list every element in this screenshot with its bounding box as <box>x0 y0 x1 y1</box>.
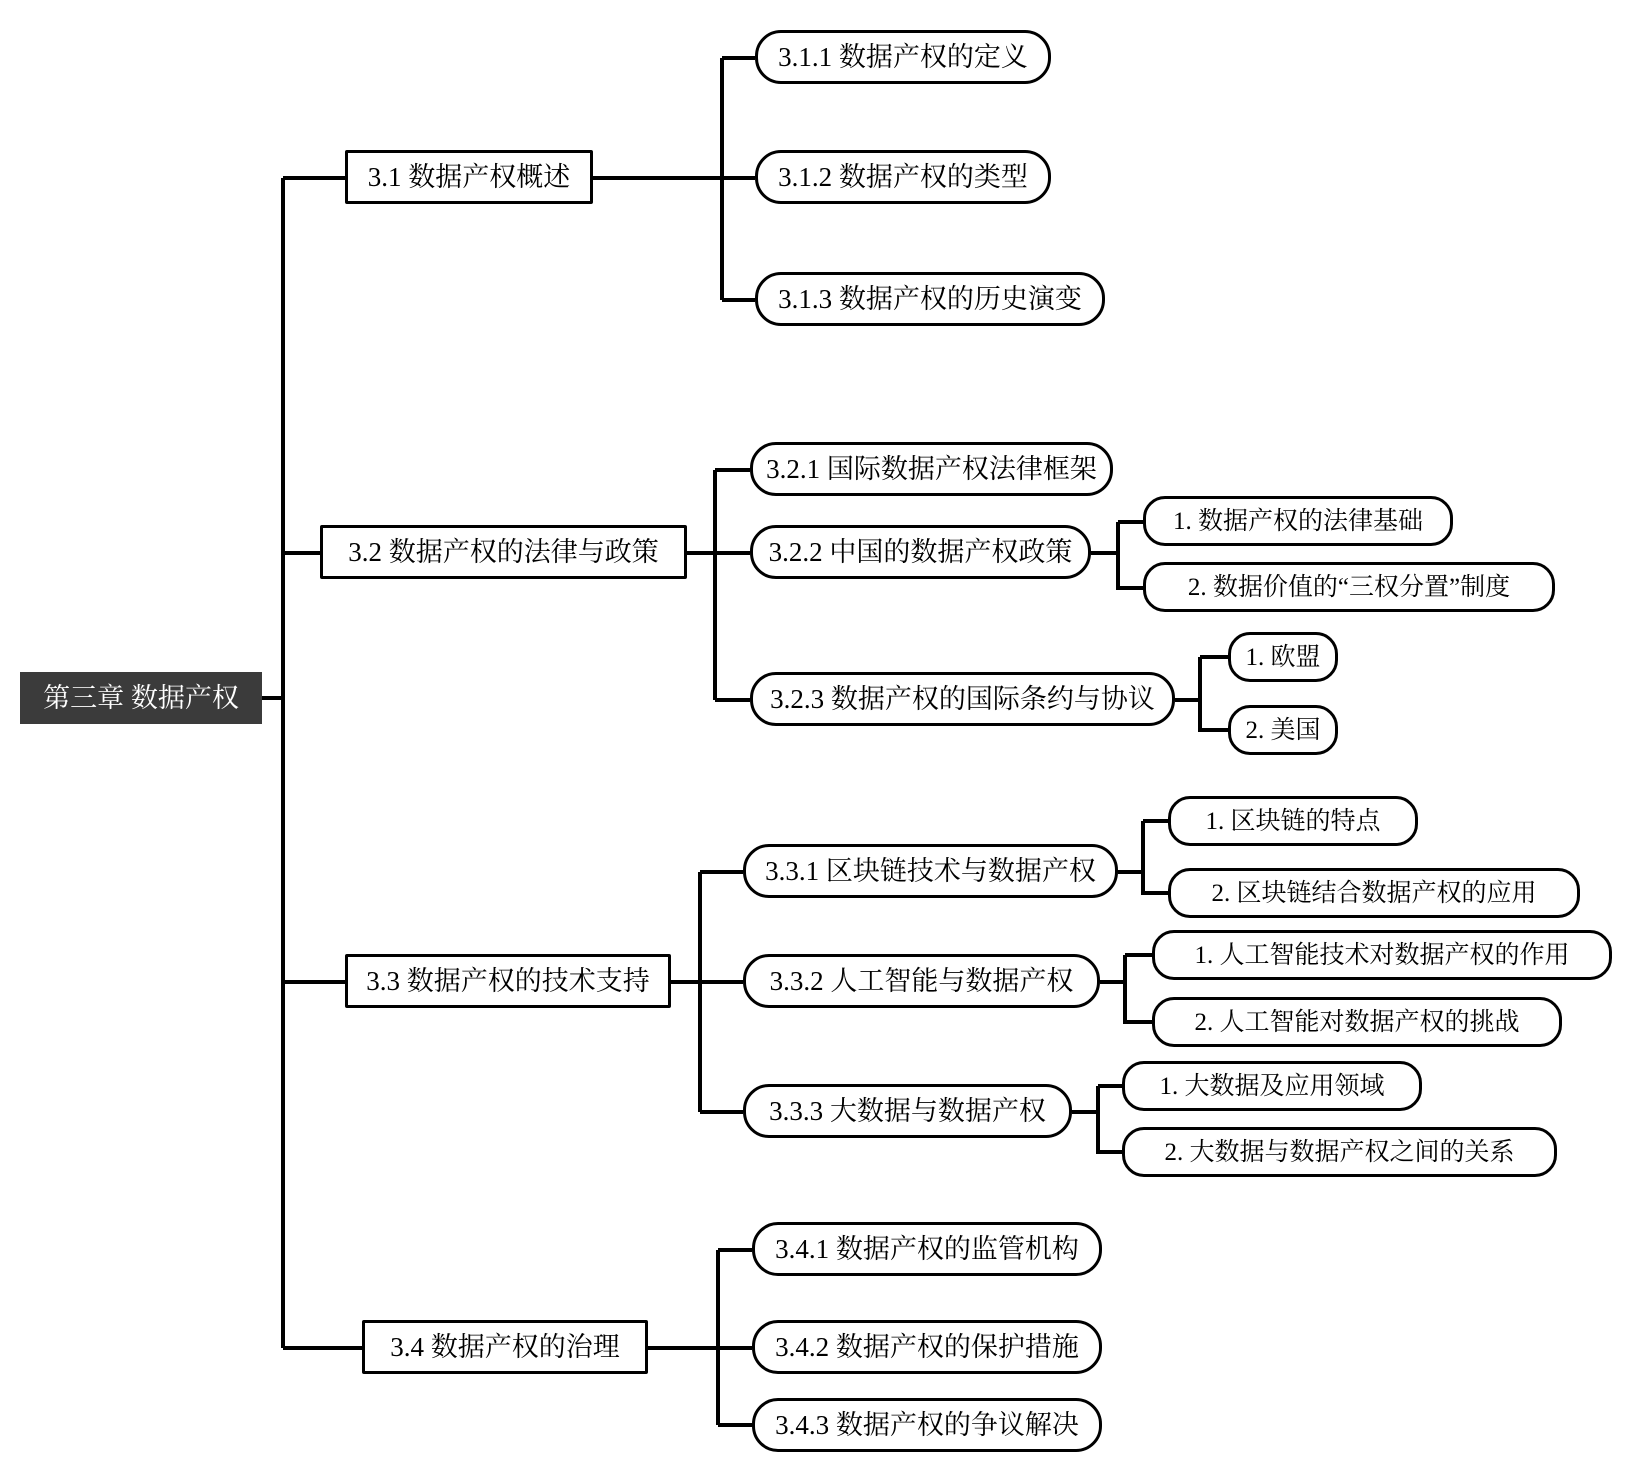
topic-node-3-3-2-label: 3.3.2 人工智能与数据产权 <box>769 965 1074 996</box>
topic-node-3-4-3-label: 3.4.3 数据产权的争议解决 <box>775 1409 1079 1440</box>
subtopic-node-3-3-3-2[interactable] <box>1122 1127 1557 1177</box>
subtopic-node-3-3-3-1-label: 1. 大数据及应用领域 <box>1159 1072 1385 1100</box>
topic-node-3-2-1[interactable] <box>750 442 1113 496</box>
subtopic-node-3-3-3-2-label: 2. 大数据与数据产权之间的关系 <box>1164 1138 1515 1166</box>
topic-node-3-2-3[interactable] <box>750 672 1175 726</box>
topic-node-3-3-3[interactable] <box>743 1084 1072 1138</box>
topic-node-3-3-1-label: 3.3.1 区块链技术与数据产权 <box>765 855 1096 886</box>
branch-node-3-1[interactable] <box>345 150 593 204</box>
subtopic-node-3-3-2-2-label: 2. 人工智能对数据产权的挑战 <box>1194 1008 1520 1036</box>
branch-node-3-2[interactable] <box>320 525 687 579</box>
topic-node-3-1-1[interactable] <box>755 30 1051 84</box>
subtopic-node-3-2-2-2[interactable] <box>1143 562 1555 612</box>
branch-node-3-1-label: 3.1 数据产权概述 <box>367 161 571 192</box>
topic-node-3-3-1[interactable] <box>743 844 1118 898</box>
topic-node-3-2-2-label: 3.2.2 中国的数据产权政策 <box>768 536 1073 567</box>
subtopic-node-3-2-3-2-label: 2. 美国 <box>1245 716 1321 744</box>
subtopic-node-3-3-1-1-label: 1. 区块链的特点 <box>1205 807 1381 835</box>
topic-node-3-1-1-label: 3.1.1 数据产权的定义 <box>778 41 1028 72</box>
topic-node-3-2-1-label: 3.2.1 国际数据产权法律框架 <box>766 453 1097 484</box>
subtopic-node-3-2-3-1-label: 1. 欧盟 <box>1245 643 1321 671</box>
branch-node-3-3[interactable] <box>345 954 671 1008</box>
topic-node-3-2-3-label: 3.2.3 数据产权的国际条约与协议 <box>770 683 1155 714</box>
branch-node-3-4-label: 3.4 数据产权的治理 <box>390 1331 620 1362</box>
branch-node-3-3-label: 3.3 数据产权的技术支持 <box>366 965 650 996</box>
topic-node-3-1-3-label: 3.1.3 数据产权的历史演变 <box>778 283 1082 314</box>
subtopic-node-3-3-2-2[interactable] <box>1152 997 1562 1047</box>
subtopic-node-3-2-2-1-label: 1. 数据产权的法律基础 <box>1172 507 1423 535</box>
topic-node-3-1-3[interactable] <box>755 272 1105 326</box>
branch-node-3-2-label: 3.2 数据产权的法律与政策 <box>348 536 659 567</box>
subtopic-node-3-3-1-2[interactable] <box>1168 868 1580 918</box>
subtopic-node-3-2-3-2[interactable] <box>1228 705 1338 755</box>
topic-node-3-1-2-label: 3.1.2 数据产权的类型 <box>778 161 1028 192</box>
subtopic-node-3-3-1-2-label: 2. 区块链结合数据产权的应用 <box>1211 879 1537 907</box>
subtopic-node-3-2-2-2-label: 2. 数据价值的“三权分置”制度 <box>1187 573 1511 601</box>
subtopic-node-3-3-2-1-label: 1. 人工智能技术对数据产权的作用 <box>1194 941 1570 969</box>
topic-node-3-4-2-label: 3.4.2 数据产权的保护措施 <box>775 1331 1079 1362</box>
subtopic-node-3-2-3-1[interactable] <box>1228 632 1338 682</box>
branch-node-3-4[interactable] <box>362 1320 648 1374</box>
subtopic-node-3-3-3-1[interactable] <box>1122 1061 1422 1111</box>
topic-node-3-4-3[interactable] <box>752 1398 1102 1452</box>
topic-node-3-4-2[interactable] <box>752 1320 1102 1374</box>
topic-node-3-4-1[interactable] <box>752 1222 1102 1276</box>
topic-node-3-4-1-label: 3.4.1 数据产权的监管机构 <box>775 1233 1079 1264</box>
topic-node-3-1-2[interactable] <box>755 150 1051 204</box>
topic-node-3-2-2[interactable] <box>750 525 1091 579</box>
topic-node-3-3-2[interactable] <box>743 954 1100 1008</box>
topic-node-3-3-3-label: 3.3.3 大数据与数据产权 <box>769 1095 1046 1126</box>
subtopic-node-3-3-1-1[interactable] <box>1168 796 1418 846</box>
root-node-label: 第三章 数据产权 <box>43 682 239 713</box>
subtopic-node-3-2-2-1[interactable] <box>1143 496 1453 546</box>
root-node[interactable] <box>20 672 262 724</box>
subtopic-node-3-3-2-1[interactable] <box>1152 930 1612 980</box>
